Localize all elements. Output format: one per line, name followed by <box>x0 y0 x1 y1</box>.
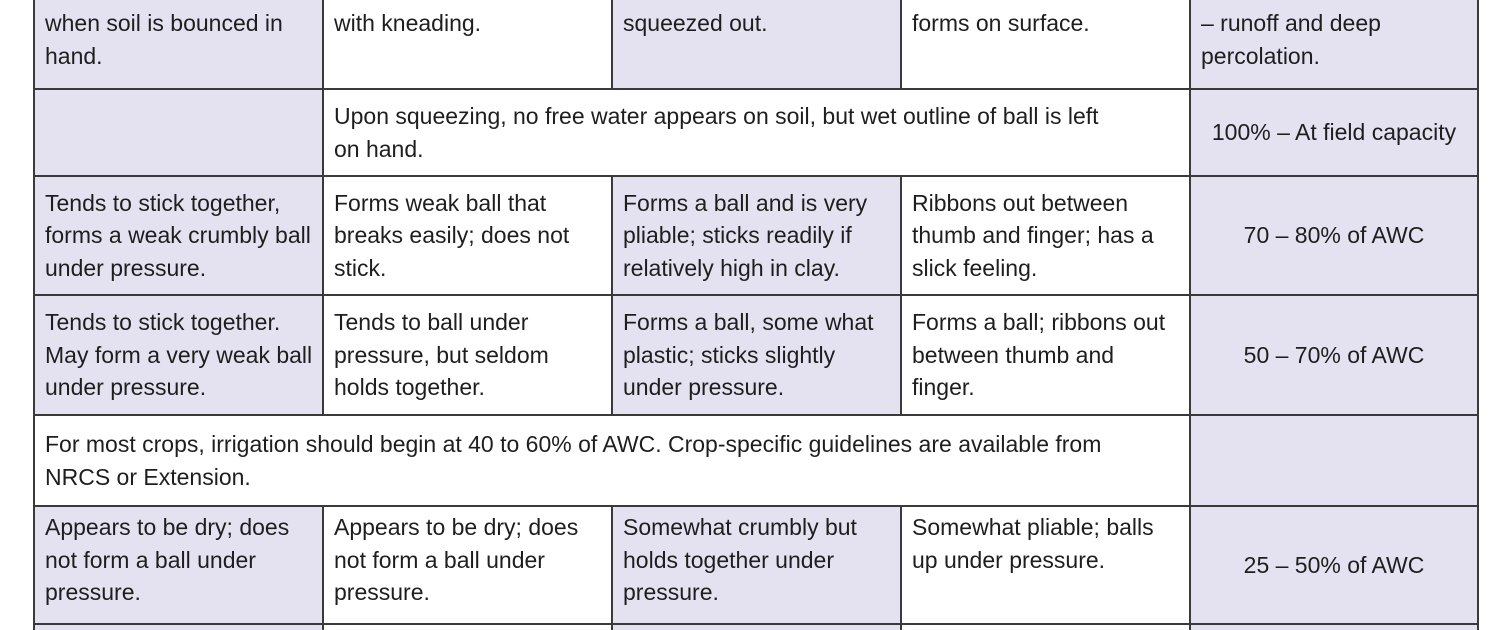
row6-sandy-text: Appears to be dry; does not form a ball under pressure. <box>334 514 579 605</box>
row4-fine-cell <box>901 295 1190 415</box>
grid-line <box>900 175 902 415</box>
row1-medium-cell <box>612 0 901 89</box>
row2-note-cell <box>323 89 1190 176</box>
row6-coarse-cell <box>34 506 323 624</box>
grid-line <box>322 505 324 630</box>
grid-line <box>611 175 613 415</box>
grid-line <box>34 414 1479 416</box>
grid-line <box>611 0 613 89</box>
row3-coarse-text: Tends to stick together, forms a weak crumbly ball under pressure. <box>45 189 311 281</box>
row3-medium-text: Forms a ball and is very pliable; sticks readily if relatively high in clay. <box>623 189 868 281</box>
grid-line <box>1189 0 1191 630</box>
row4-sandy-text: Tends to ball under pressure, but seldom holds together. <box>334 309 549 401</box>
row1-sandy-text: with kneading. <box>334 10 482 36</box>
row3-fine-cell <box>901 176 1190 295</box>
row3-sandy-cell <box>323 176 612 295</box>
grid-line <box>34 175 1479 177</box>
row1-medium-text: squeezed out. <box>623 10 768 36</box>
row3-depletion-cell <box>1190 176 1478 295</box>
grid-line <box>34 294 1479 296</box>
row1-coarse-cell <box>34 0 323 89</box>
field-capacity-note: Upon squeezing, no free water appears on soil, but wet outline of ball is left on hand. <box>334 103 1099 162</box>
row6-medium-cell <box>612 506 901 624</box>
grid-line <box>34 623 1479 625</box>
row4-coarse-cell <box>34 295 323 415</box>
row1-fine-text: forms on surface. <box>912 10 1090 36</box>
grid-line <box>34 88 1479 90</box>
row1-depletion-cell <box>1190 0 1478 89</box>
grid-line <box>33 0 35 630</box>
row1-coarse-text: when soil is bounced in hand. <box>45 10 283 69</box>
row3-fine-text: Ribbons out between thumb and finger; has a slick feeling. <box>912 189 1154 281</box>
grid-line <box>900 505 902 630</box>
row4-depletion-cell <box>1190 295 1478 415</box>
row4-medium-text: Forms a ball, some what plastic; sticks slightly under pressure. <box>623 309 874 401</box>
grid-line <box>900 0 902 89</box>
row6-fine-text: Somewhat pliable; balls up under pressure. <box>912 514 1154 573</box>
field-capacity-depletion: 100% – At field capacity <box>1211 119 1457 146</box>
grid-line <box>322 0 324 415</box>
row4-medium-cell <box>612 295 901 415</box>
row6-coarse-text: Appears to be dry; does not form a ball under pressure. <box>45 514 290 605</box>
row6-sandy-cell <box>323 506 612 624</box>
row2-empty-cell <box>34 89 323 176</box>
row3-sandy-text: Forms weak ball that breaks easily; does not stick. <box>334 189 570 281</box>
row6-fine-cell <box>901 506 1190 624</box>
row3-medium-cell <box>612 176 901 295</box>
row3-coarse-cell <box>34 176 323 295</box>
grid-line <box>611 505 613 630</box>
row1-depletion-text: – runoff and deep percolation. <box>1201 10 1381 69</box>
row4-depletion-text: 50 – 70% of AWC <box>1243 341 1425 368</box>
row1-sandy-cell <box>323 0 612 89</box>
row5-empty-cell <box>1190 415 1478 506</box>
row6-depletion-text: 25 – 50% of AWC <box>1243 551 1425 578</box>
irrigation-guideline-note: For most crops, irrigation should begin at 40 to 60% of AWC. Crop-specific guidelines are available from NRCS or Extension. <box>45 431 1102 490</box>
row6-depletion-cell <box>1190 506 1478 624</box>
row4-coarse-text: Tends to stick together. May form a very weak ball under pressure. <box>45 309 313 401</box>
row4-fine-text: Forms a ball; ribbons out between thumb and finger. <box>912 309 1166 401</box>
row1-fine-cell <box>901 0 1190 89</box>
row2-depletion-cell <box>1190 89 1478 176</box>
row5-note-cell <box>34 415 1190 506</box>
row4-sandy-cell <box>323 295 612 415</box>
row3-depletion-text: 70 – 80% of AWC <box>1243 222 1425 249</box>
grid-line <box>1477 0 1479 630</box>
row6-medium-text: Somewhat crumbly but holds together under pressure. <box>623 514 857 605</box>
grid-line <box>34 505 1479 507</box>
